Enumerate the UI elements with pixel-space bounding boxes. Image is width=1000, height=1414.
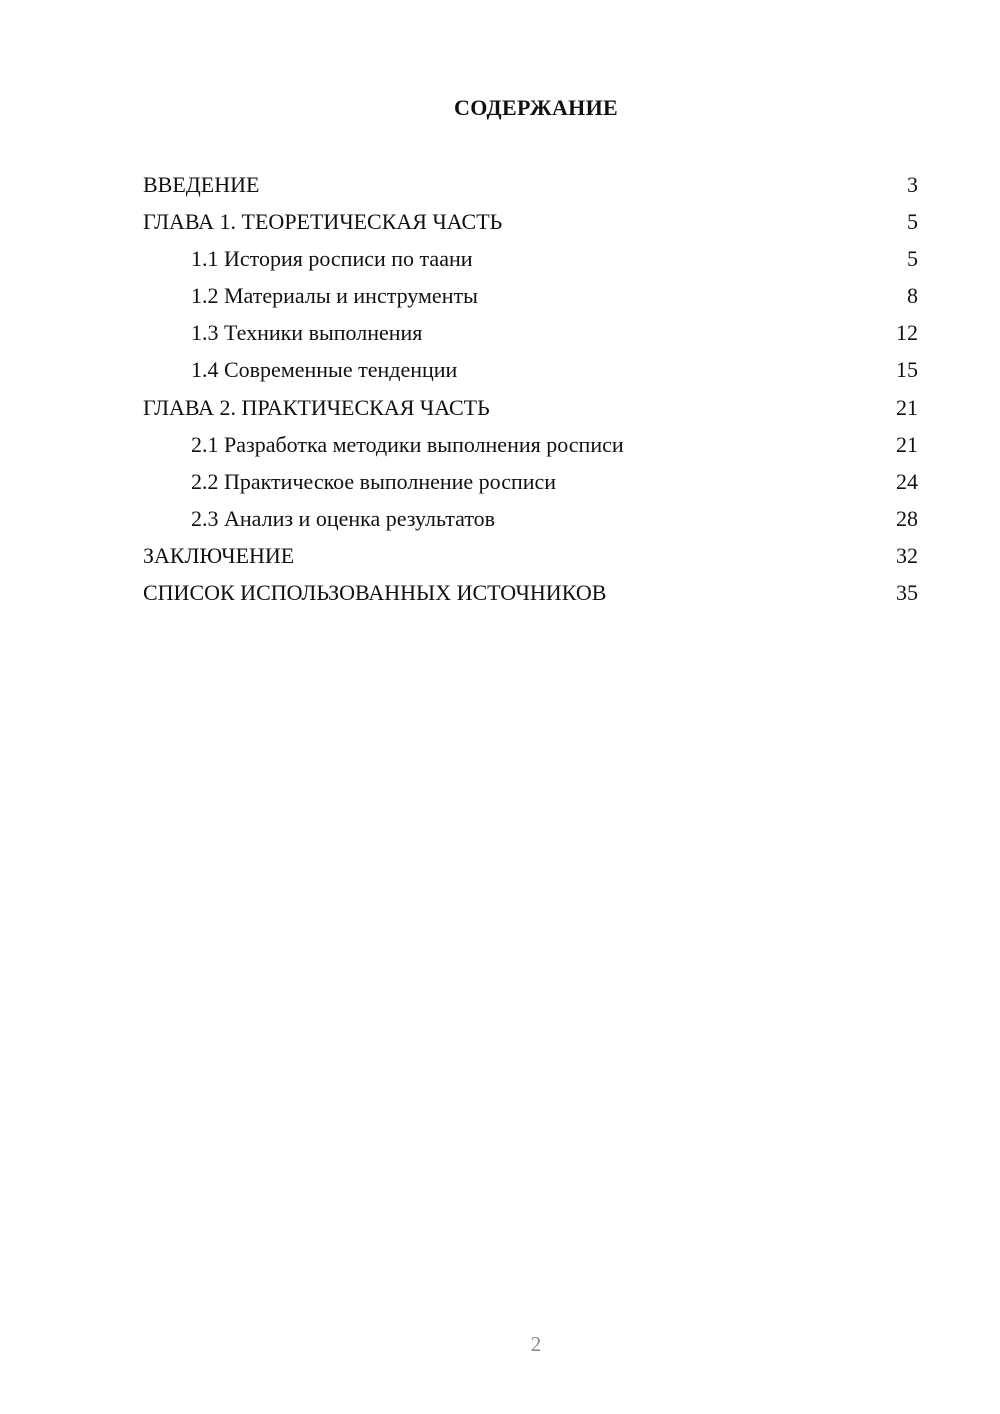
toc-entry-page: 15 <box>896 357 918 383</box>
toc-entry-label: 1.1 История росписи по таани <box>191 246 473 272</box>
toc-entry-label: 2.2 Практическое выполнение росписи <box>191 468 557 494</box>
toc-entry-section-2-2[interactable] <box>143 463 918 500</box>
toc-entry-label: ЗАКЛЮЧЕНИЕ <box>143 542 295 568</box>
toc-entry-section-1-4[interactable] <box>143 351 918 388</box>
toc-entry-page: 21 <box>896 431 918 457</box>
toc-entry-page: 3 <box>907 172 918 197</box>
page-number: 2 <box>530 1332 542 1356</box>
toc-entry-chapter-1[interactable] <box>143 203 918 240</box>
toc-entry-page: 21 <box>896 394 918 420</box>
toc-entry-label: 1.4 Современные тенденции <box>191 357 458 383</box>
toc-entry-page: 5 <box>907 246 918 272</box>
toc-entry-label: 2.3 Анализ и оценка результатов <box>191 505 496 531</box>
toc-entry-page: 24 <box>896 468 918 494</box>
toc-entry-introduction[interactable] <box>143 166 918 203</box>
toc-entry-label: 1.2 Материалы и инструменты <box>191 283 478 309</box>
toc-entry-page: 28 <box>896 505 918 531</box>
toc-entry-page: 32 <box>896 542 918 568</box>
toc-entry-page: 5 <box>907 209 918 235</box>
toc-entry-section-1-1[interactable] <box>143 240 918 277</box>
toc-entry-section-1-2[interactable] <box>143 277 918 314</box>
toc-entry-section-2-1[interactable] <box>143 426 918 463</box>
toc-entry-label: 1.3 Техники выполнения <box>191 320 423 346</box>
toc-entry-label: 2.1 Разработка методики выполнения росписи <box>191 431 624 457</box>
toc-entry-label: ГЛАВА 2. ПРАКТИЧЕСКАЯ ЧАСТЬ <box>143 394 490 420</box>
toc-entry-chapter-2[interactable] <box>143 389 918 426</box>
toc-entry-label: ГЛАВА 1. ТЕОРЕТИЧЕСКАЯ ЧАСТЬ <box>143 209 503 235</box>
toc-entry-section-1-3[interactable] <box>143 314 918 351</box>
toc-entry-page: 12 <box>896 320 918 346</box>
toc-entry-conclusion[interactable] <box>143 537 918 574</box>
table-of-contents <box>143 166 918 611</box>
toc-entry-section-2-3[interactable] <box>143 500 918 537</box>
toc-entry-label: ВВЕДЕНИЕ <box>143 172 260 197</box>
toc-title: СОДЕРЖАНИЕ <box>454 95 618 120</box>
toc-entry-references[interactable] <box>143 574 918 611</box>
toc-entry-page: 35 <box>896 580 918 606</box>
toc-entry-label: СПИСОК ИСПОЛЬЗОВАННЫХ ИСТОЧНИКОВ <box>143 580 607 606</box>
toc-entry-page: 8 <box>907 283 918 309</box>
